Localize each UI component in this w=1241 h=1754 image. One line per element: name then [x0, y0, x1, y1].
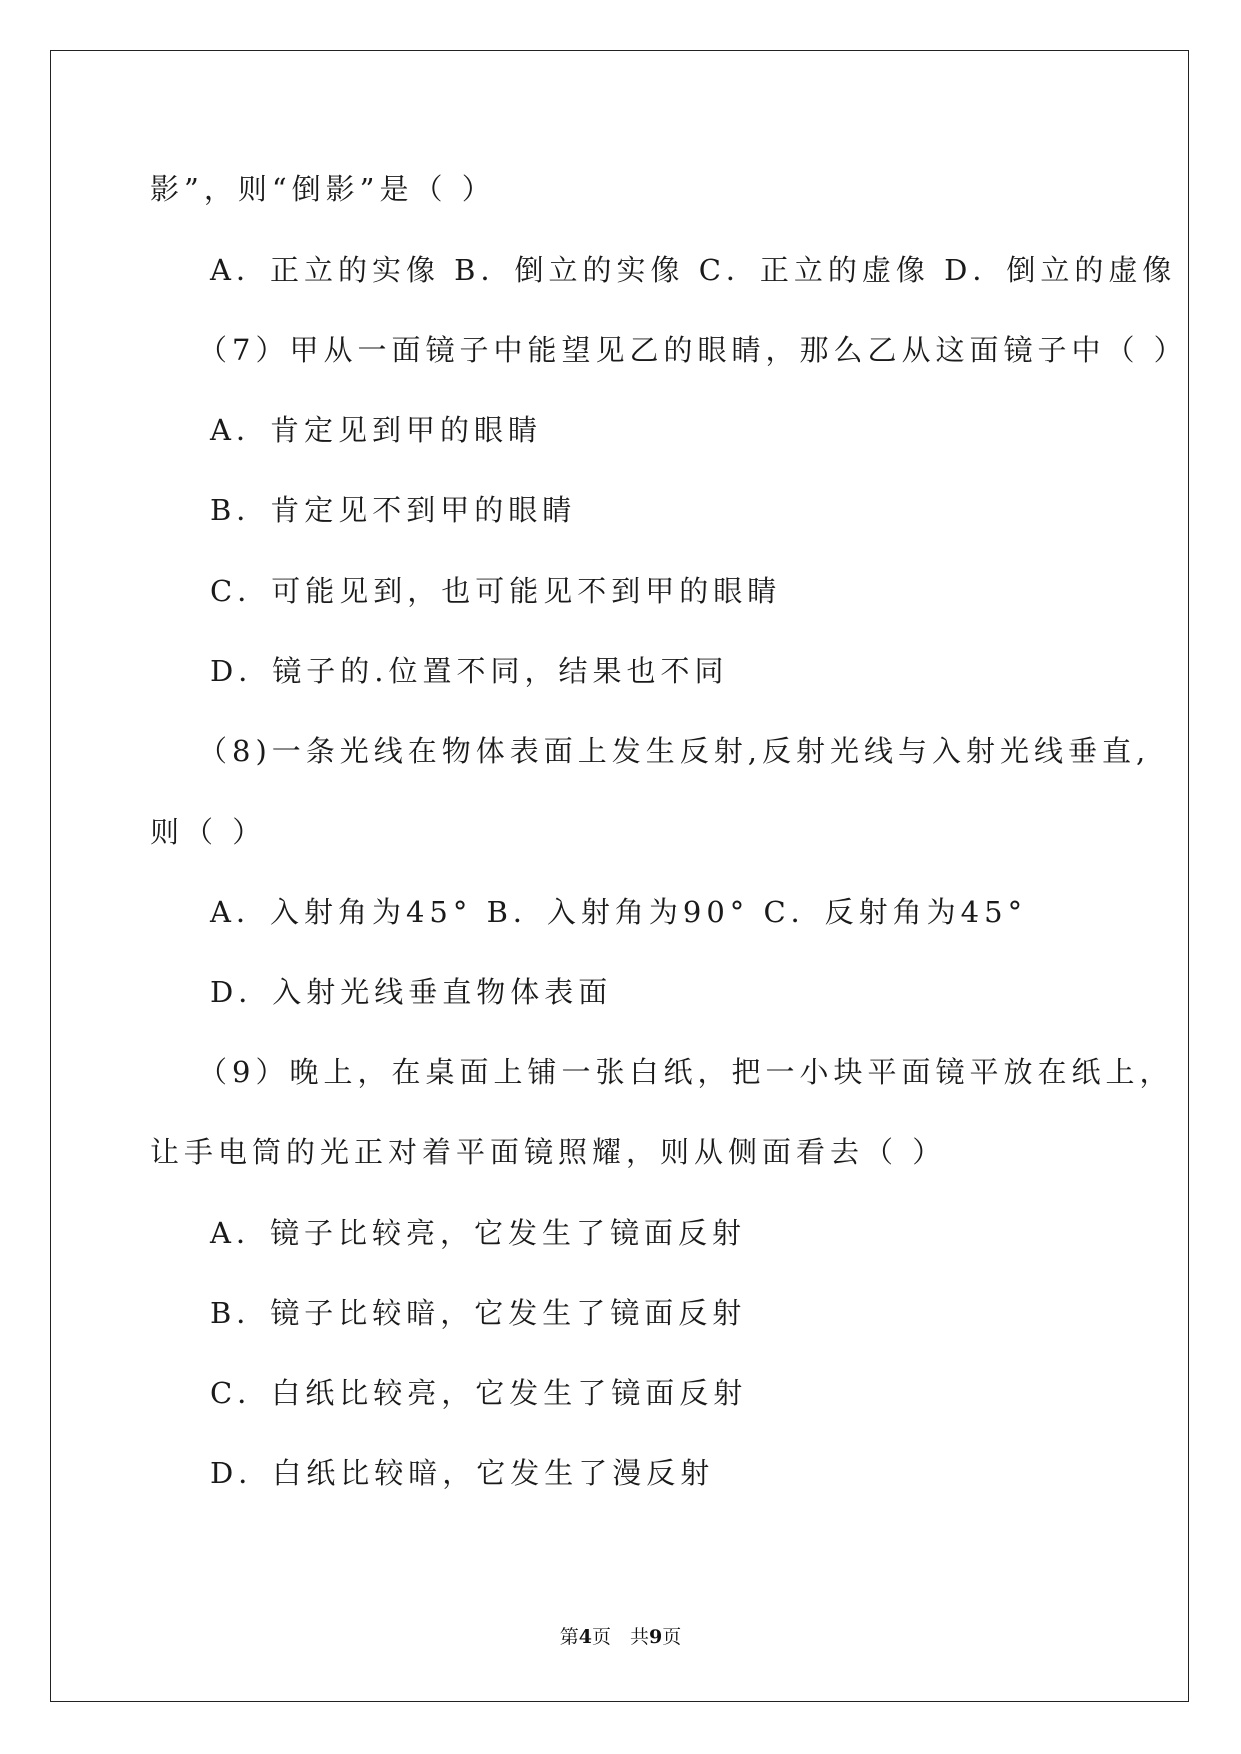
q7-option-c: C．可能见到，也可能见不到甲的眼睛: [210, 574, 782, 608]
q7-stem: （7）甲从一面镜子中能望见乙的眼睛，那么乙从这面镜子中（ ）: [198, 333, 1188, 367]
total-pages-number: 9: [649, 1626, 663, 1648]
q9-option-a: A．镜子比较亮，它发生了镜面反射: [210, 1216, 746, 1250]
q6-options: A．正立的实像 B．倒立的实像 C．正立的虚像 D．倒立的虚像: [210, 253, 1177, 287]
q8-stem-line-2: 则（ ）: [150, 815, 267, 849]
text-line-continuation: 影”，则“倒影”是（ ）: [150, 172, 496, 206]
q8-stem-line-1: （8)一条光线在物体表面上发生反射,反射光线与入射光线垂直,: [198, 734, 1151, 768]
current-page-number: 4: [578, 1626, 592, 1648]
q7-option-b: B．肯定见不到甲的眼睛: [210, 493, 577, 527]
q9-option-d: D．白纸比较暗，它发生了漫反射: [210, 1456, 715, 1490]
q9-stem-line-2: 让手电筒的光正对着平面镜照耀，则从侧面看去（ ）: [150, 1135, 947, 1169]
q9-option-c: C．白纸比较亮，它发生了镜面反射: [210, 1376, 748, 1410]
q7-option-d: D．镜子的.位置不同，结果也不同: [210, 654, 729, 688]
q8-option-d: D．入射光线垂直物体表面: [210, 975, 613, 1009]
q9-option-b: B．镜子比较暗，它发生了镜面反射: [210, 1296, 747, 1330]
q8-options-abc: A．入射角为45° B．入射角为90° C．反射角为45°: [210, 895, 1028, 929]
q7-option-a: A．肯定见到甲的眼睛: [210, 413, 542, 447]
q9-stem-line-1: （9）晚上，在桌面上铺一张白纸，把一小块平面镜平放在纸上，: [198, 1055, 1174, 1089]
page-footer: 第4页 共9页: [559, 1626, 682, 1648]
